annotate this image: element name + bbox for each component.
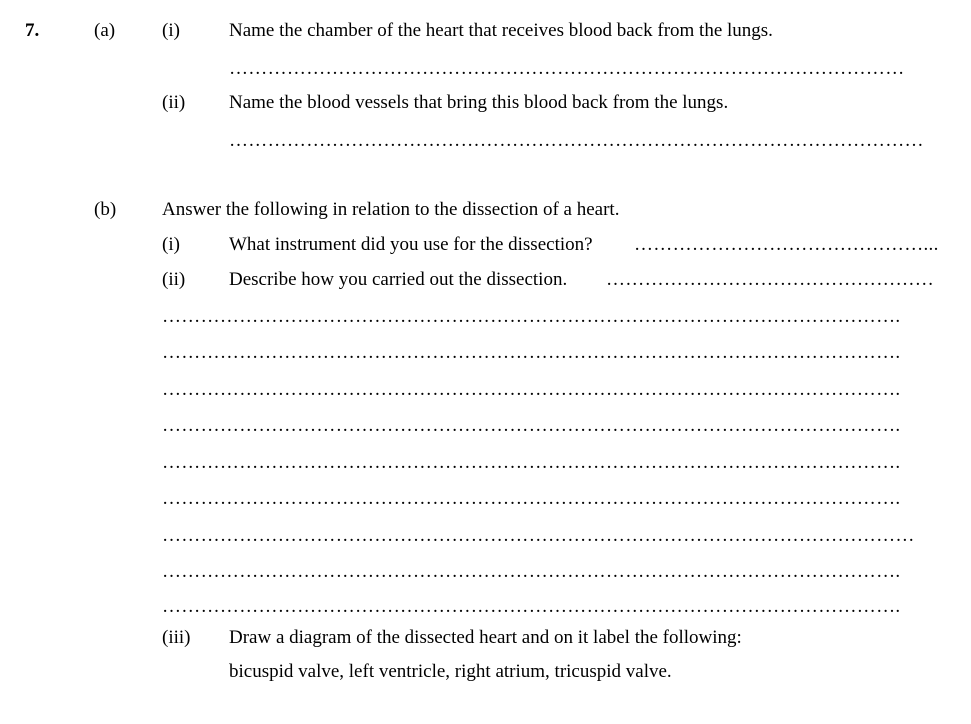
answer-line[interactable]: ……………………………………………………………………………………………………. xyxy=(162,415,901,436)
answer-line[interactable]: ……………………………………………………………………………………………………. xyxy=(162,561,901,582)
answer-line[interactable]: ……………………………………………………………………………………………………. xyxy=(162,379,901,400)
answer-line[interactable]: ……………………………………………………………………………………………………… xyxy=(162,525,915,546)
part-b-iii-label: (iii) xyxy=(162,627,191,648)
part-a-ii-question: Name the blood vessels that bring this blood back from the lungs. xyxy=(229,92,729,113)
answer-line[interactable]: ……………………………………………………………………………………………………. xyxy=(162,596,901,617)
part-a-ii-label: (ii) xyxy=(162,92,186,113)
answer-line[interactable]: ……………………………………………………………………………………………………. xyxy=(162,488,901,509)
part-a-i-answer-line[interactable]: …………………………………………………………………………………………… xyxy=(229,58,905,79)
part-a-i-label: (i) xyxy=(162,20,180,41)
part-b-ii-label: (ii) xyxy=(162,269,186,290)
part-b-i-answer-line[interactable]: ………………………………………... xyxy=(634,234,939,255)
part-b-label: (b) xyxy=(94,199,117,220)
part-b-i-question: What instrument did you use for the dissection? xyxy=(229,234,593,255)
part-a-i-question: Name the chamber of the heart that receives blood back from the lungs. xyxy=(229,20,773,41)
answer-line[interactable]: ……………………………………………………………………………………………………. xyxy=(162,306,901,327)
answer-line[interactable]: ……………………………………………………………………………………………………. xyxy=(162,342,901,363)
part-b-ii-question: Describe how you carried out the dissection. xyxy=(229,269,568,290)
question-number: 7. xyxy=(25,20,40,41)
answer-line[interactable]: ……………………………………………………………………………………………………. xyxy=(162,452,901,473)
part-b-ii-answer-line[interactable]: …………………………………………… xyxy=(606,269,935,290)
part-b-intro: Answer the following in relation to the dissection of a heart. xyxy=(162,199,620,220)
part-a-label: (a) xyxy=(94,20,116,41)
part-b-iii-question: Draw a diagram of the dissected heart and on it label the following: xyxy=(229,627,742,648)
part-a-ii-answer-line[interactable]: ……………………………………………………………………………………………… xyxy=(229,130,924,151)
part-b-iii-labels-list: bicuspid valve, left ventricle, right atrium, tricuspid valve. xyxy=(229,661,672,682)
part-b-i-label: (i) xyxy=(162,234,180,255)
